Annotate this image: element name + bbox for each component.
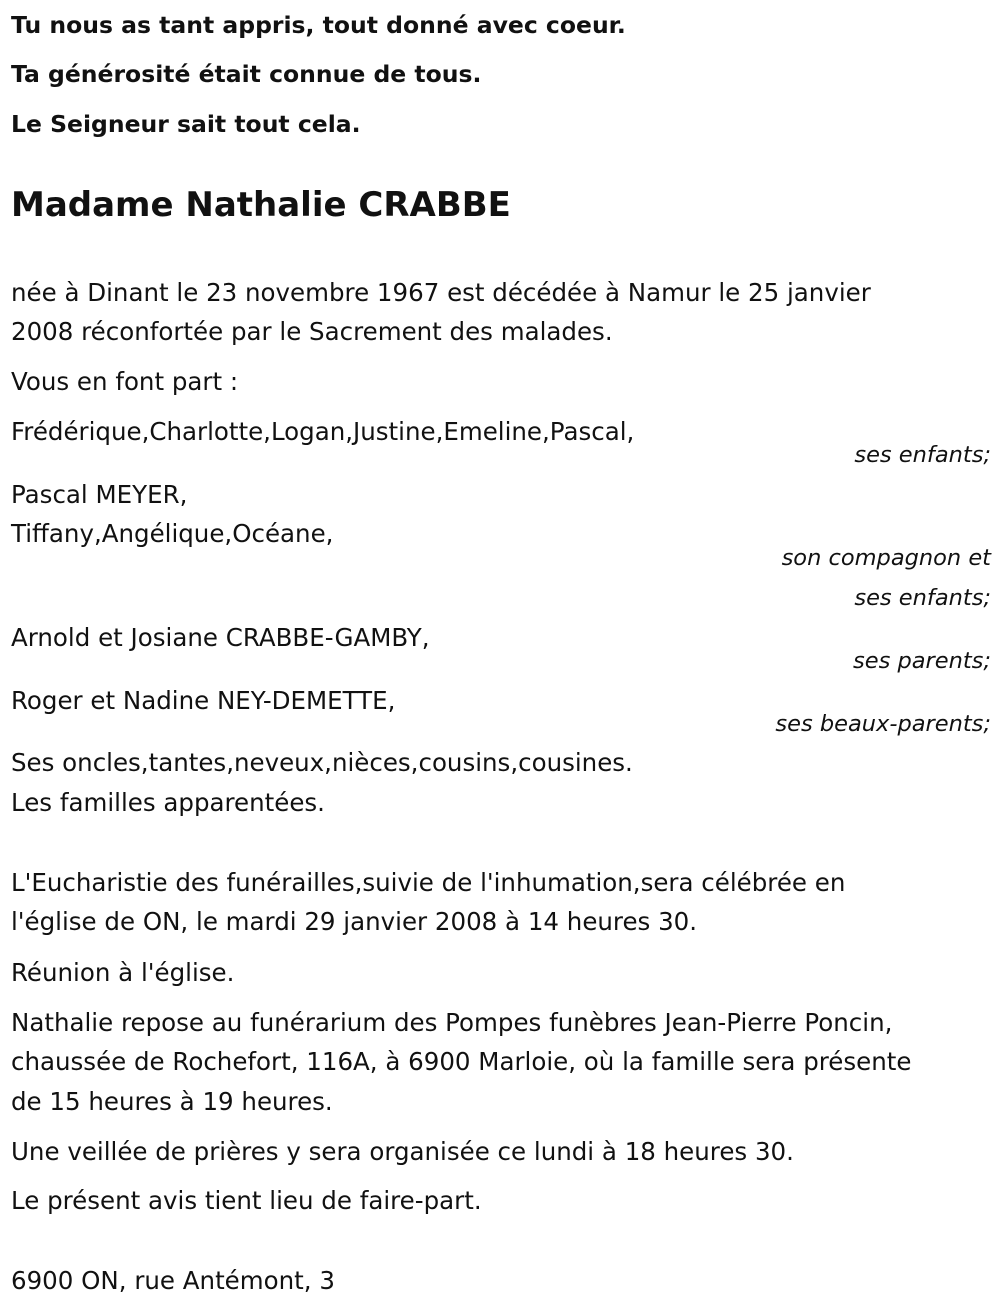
parents-relation: ses parents;	[853, 648, 991, 674]
deceased-name: Madame Nathalie CRABBE	[11, 185, 511, 225]
in-laws-relation: ses beaux-parents;	[775, 711, 991, 737]
notice-line: Le présent avis tient lieu de faire-part.	[11, 1186, 482, 1215]
rest-line-2: chaussée de Rochefort, 116A, à 6900 Marloie, où la famille sera présente	[11, 1047, 912, 1076]
verse-line-2: Ta générosité était connue de tous.	[11, 60, 482, 88]
in-laws-names: Roger et Nadine NEY-DEMETTE,	[11, 686, 396, 715]
obituary-notice	[11, 0, 991, 1315]
rest-line-3: de 15 heures à 19 heures.	[11, 1087, 333, 1116]
meeting-line: Réunion à l'église.	[11, 958, 235, 987]
intro-line-2: 2008 réconfortée par le Sacrement des malades.	[11, 317, 613, 346]
vigil-line: Une veillée de prières y sera organisée ce lundi à 18 heures 30.	[11, 1137, 794, 1166]
intro-line-1: née à Dinant le 23 novembre 1967 est décédée à Namur le 25 janvier	[11, 278, 871, 307]
verse-line-1: Tu nous as tant appris, tout donné avec coeur.	[11, 11, 626, 39]
partner-name: Pascal MEYER,	[11, 480, 188, 509]
ceremony-line-1: L'Eucharistie des funérailles,suivie de l'inhumation,sera célébrée en	[11, 868, 846, 897]
verse-line-3: Le Seigneur sait tout cela.	[11, 110, 361, 138]
partner-relation-line-2: ses enfants;	[854, 585, 991, 611]
children-relation: ses enfants;	[854, 442, 991, 468]
ceremony-line-2: l'église de ON, le mardi 29 janvier 2008 à 14 heures 30.	[11, 907, 698, 936]
parents-names: Arnold et Josiane CRABBE-GAMBY,	[11, 623, 430, 652]
address-line: 6900 ON, rue Antémont, 3	[11, 1266, 335, 1295]
extended-family-line-2: Les familles apparentées.	[11, 788, 325, 817]
extended-family-line-1: Ses oncles,tantes,neveux,nièces,cousins,cousines.	[11, 748, 633, 777]
announcement-line: Vous en font part :	[11, 367, 239, 396]
rest-line-1: Nathalie repose au funérarium des Pompes funèbres Jean-Pierre Poncin,	[11, 1008, 893, 1037]
partner-children-names: Tiffany,Angélique,Océane,	[11, 519, 334, 548]
partner-relation-line-1: son compagnon et	[781, 545, 991, 571]
children-names: Frédérique,Charlotte,Logan,Justine,Emeline,Pascal,	[11, 417, 635, 446]
